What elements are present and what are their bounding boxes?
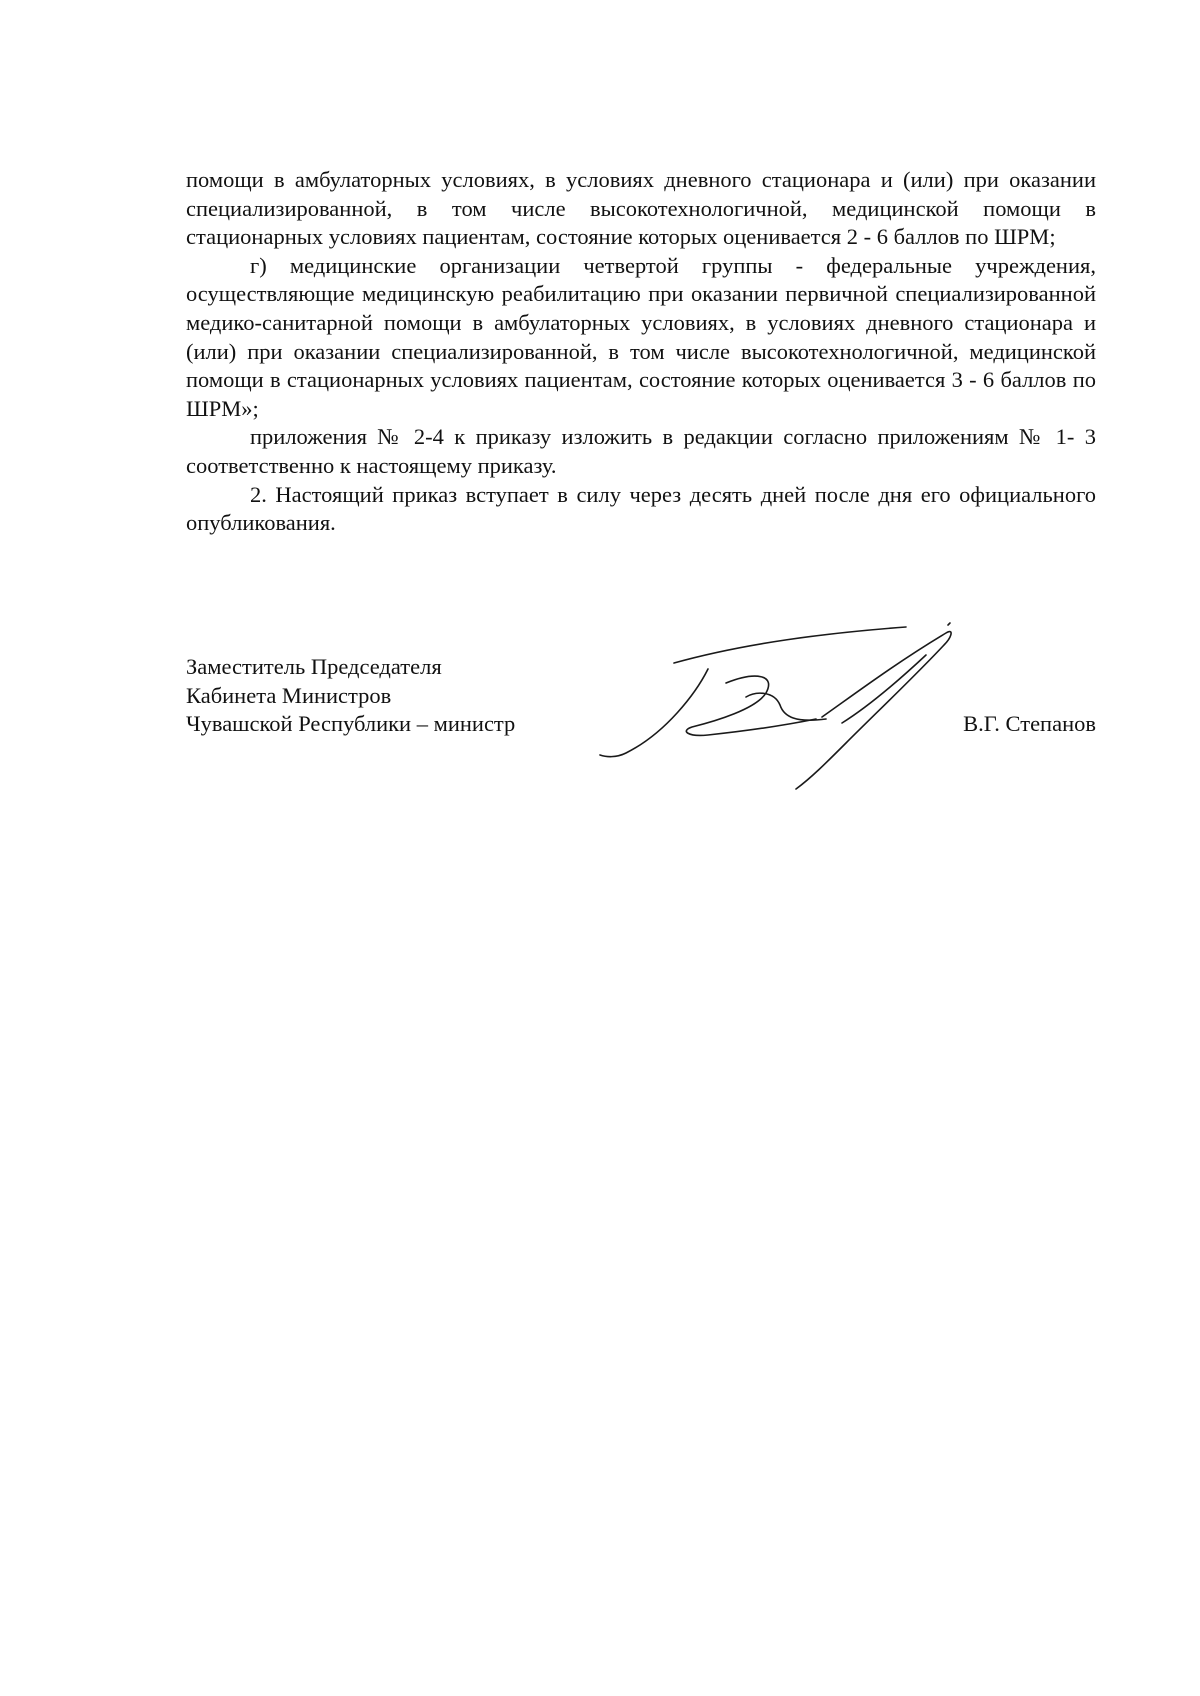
paragraph-effective-date: 2. Настоящий приказ вступает в силу через десять дней после дня его официального опубликования. [186,481,1096,536]
signatory-title-line: Заместитель Председателя [186,654,442,679]
paragraph-continuation: помощи в амбулаторных условиях, в условиях дневного стационара и (или) при оказании специализированной, в том числе высокотехнологичной, медицинской помощи в стационарных условиях пациентам, состояние которых оценивается 2 - 6 баллов по ШРМ; [186,167,1096,250]
paragraph-item-g: г) медицинские организации четвертой группы - федеральные учреждения, осуществляющие медицинскую реабилитацию при оказании первичной специализированной медико-санитарной помощи в амбулаторных условиях, в условиях дневного стационара и (или) при оказании специализированной, в том числе высокотехнологичной, медицинской помощи в стационарных условиях пациентам, состояние которых оценивается 3 - 6 баллов по ШРМ»; [186,252,1096,421]
signatory-name: В.Г. Степанов [963,711,1096,736]
signature-block [186,653,1096,813]
signatory-title-line: Чувашской Республики – министр [186,711,516,737]
handwritten-signature [596,613,976,793]
signatory-title [186,653,515,739]
paragraph-appendices: приложения № 2-4 к приказу изложить в редакции согласно приложениям № 1- 3 соответственно к настоящему приказу. [186,424,1096,478]
signatory-title-line: Кабинета Министров [186,682,392,708]
document-body [186,166,1096,538]
